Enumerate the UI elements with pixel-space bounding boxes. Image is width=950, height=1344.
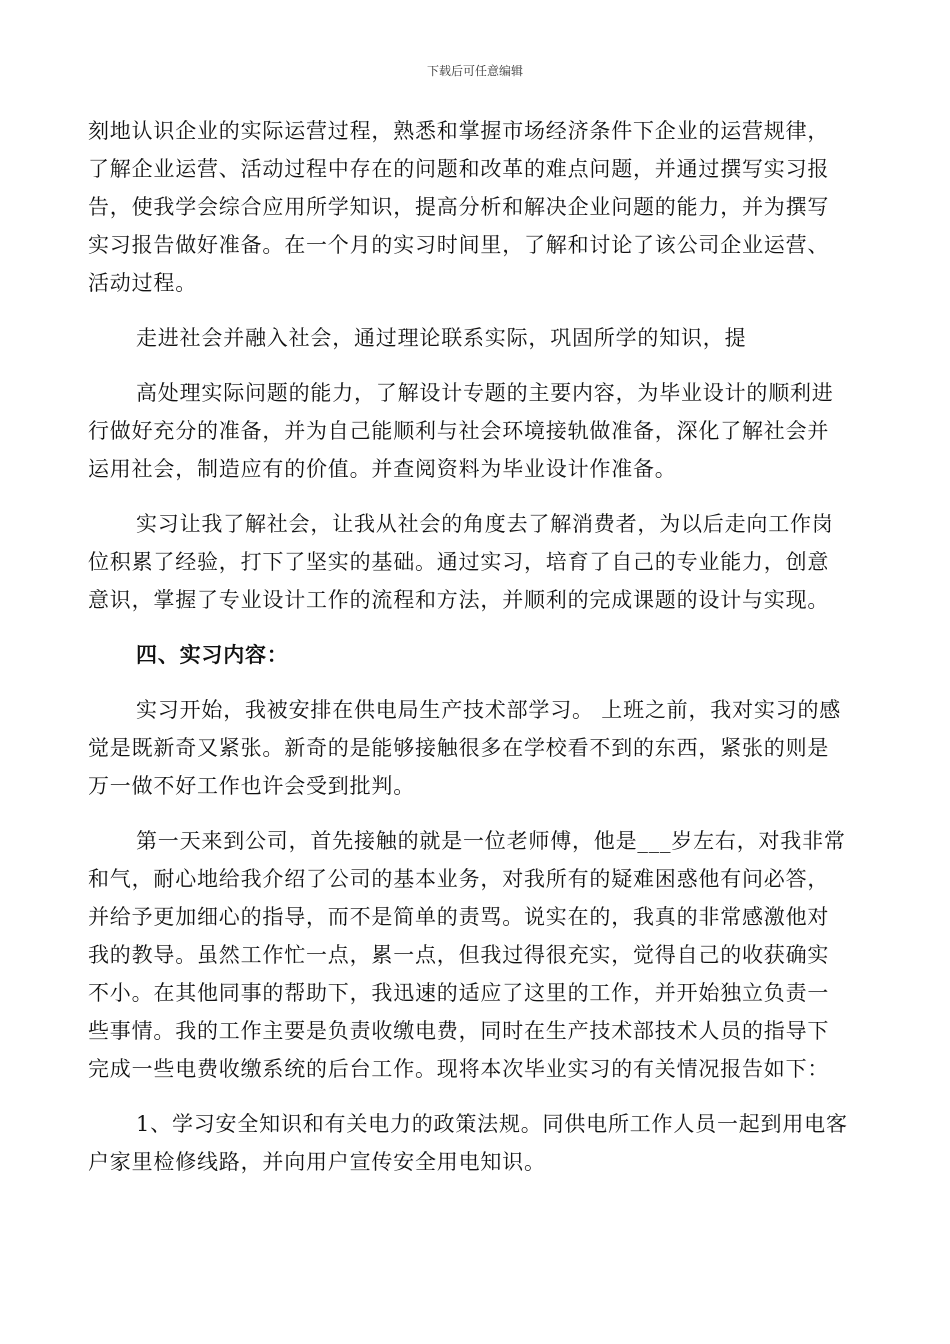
paragraph-line: 并给予更加细心的指导，而不是简单的责骂。说实在的，我真的非常感激他对 xyxy=(88,905,830,929)
paragraph-line: 告，使我学会综合应用所学知识，提高分析和解决企业问题的能力，并为撰写 xyxy=(88,195,830,219)
paragraph-line: 意识，掌握了专业设计工作的流程和方法，并顺利的完成课题的设计与实现。 xyxy=(88,588,830,612)
paragraph-line: 走进社会并融入社会，通过理论联系实际，巩固所学的知识，提 xyxy=(136,326,747,350)
paragraph-line: 和气，耐心地给我介绍了公司的基本业务，对我所有的疑难困惑他有问必答， xyxy=(88,867,830,891)
paragraph-line: 实习让我了解社会，让我从社会的角度去了解消费者，为以后走向工作岗 xyxy=(136,512,834,536)
paragraph-1 xyxy=(88,112,864,302)
paragraph-6 xyxy=(88,822,864,1088)
paragraph-line: 不小。在其他同事的帮助下，我迅速的适应了这里的工作，并开始独立负责一 xyxy=(88,981,830,1005)
paragraph-line: 觉是既新奇又紧张。新奇的是能够接触很多在学校看不到的东西，紧张的则是 xyxy=(88,736,830,760)
paragraph-line: 高处理实际问题的能力，了解设计专题的主要内容，为毕业设计的顺利进 xyxy=(136,381,834,405)
paragraph-line: 1、学习安全知识和有关电力的政策法规。同供电所工作人员一起到用电客 xyxy=(136,1112,848,1136)
paragraph-line: 我的教导。虽然工作忙一点，累一点，但我过得很充实，觉得自己的收获确实 xyxy=(88,943,830,967)
paragraph-4 xyxy=(88,505,864,619)
paragraph-line: 实习开始，我被安排在供电局生产技术部学习。 上班之前，我对实习的感 xyxy=(136,698,842,722)
paragraph-line: 刻地认识企业的实际运营过程，熟悉和掌握市场经济条件下企业的运营规律， xyxy=(88,119,830,143)
paragraph-line: 行做好充分的准备，并为自己能顺利与社会环境接轨做准备，深化了解社会并 xyxy=(88,419,830,443)
paragraph-line: 了解企业运营、活动过程中存在的问题和改革的难点问题，并通过撰写实习报 xyxy=(88,157,830,181)
paragraph-line: 万一做不好工作也许会受到批判。 xyxy=(88,774,415,798)
paragraph-7 xyxy=(88,1105,864,1181)
paragraph-5 xyxy=(88,691,864,805)
page-header: 下载后可任意编辑 xyxy=(426,64,523,78)
paragraph-line: 活动过程。 xyxy=(88,271,197,295)
paragraph-line: 运用社会，制造应有的价值。并查阅资料为毕业设计作准备。 xyxy=(88,457,677,481)
paragraph-line: 完成一些电费收缴系统的后台工作。现将本次毕业实习的有关情况报告如下： xyxy=(88,1057,830,1081)
paragraph-line: 些事情。我的工作主要是负责收缴电费，同时在生产技术部技术人员的指导下 xyxy=(88,1019,830,1043)
document-body xyxy=(88,112,864,1198)
paragraph-line: 实习报告做好准备。在一个月的实习时间里，了解和讨论了该公司企业运营、 xyxy=(88,233,830,257)
section-heading: 四、实习内容： xyxy=(136,642,289,667)
paragraph-line: 位积累了经验，打下了坚实的基础。通过实习，培育了自己的专业能力，创意 xyxy=(88,550,830,574)
paragraph-2 xyxy=(88,319,864,357)
paragraph-line: 户家里检修线路，并向用户宣传安全用电知识。 xyxy=(88,1150,546,1174)
paragraph-3 xyxy=(88,374,864,488)
paragraph-line: 第一天来到公司，首先接触的就是一位老师傅，他是___岁左右，对我非常 xyxy=(136,829,846,853)
